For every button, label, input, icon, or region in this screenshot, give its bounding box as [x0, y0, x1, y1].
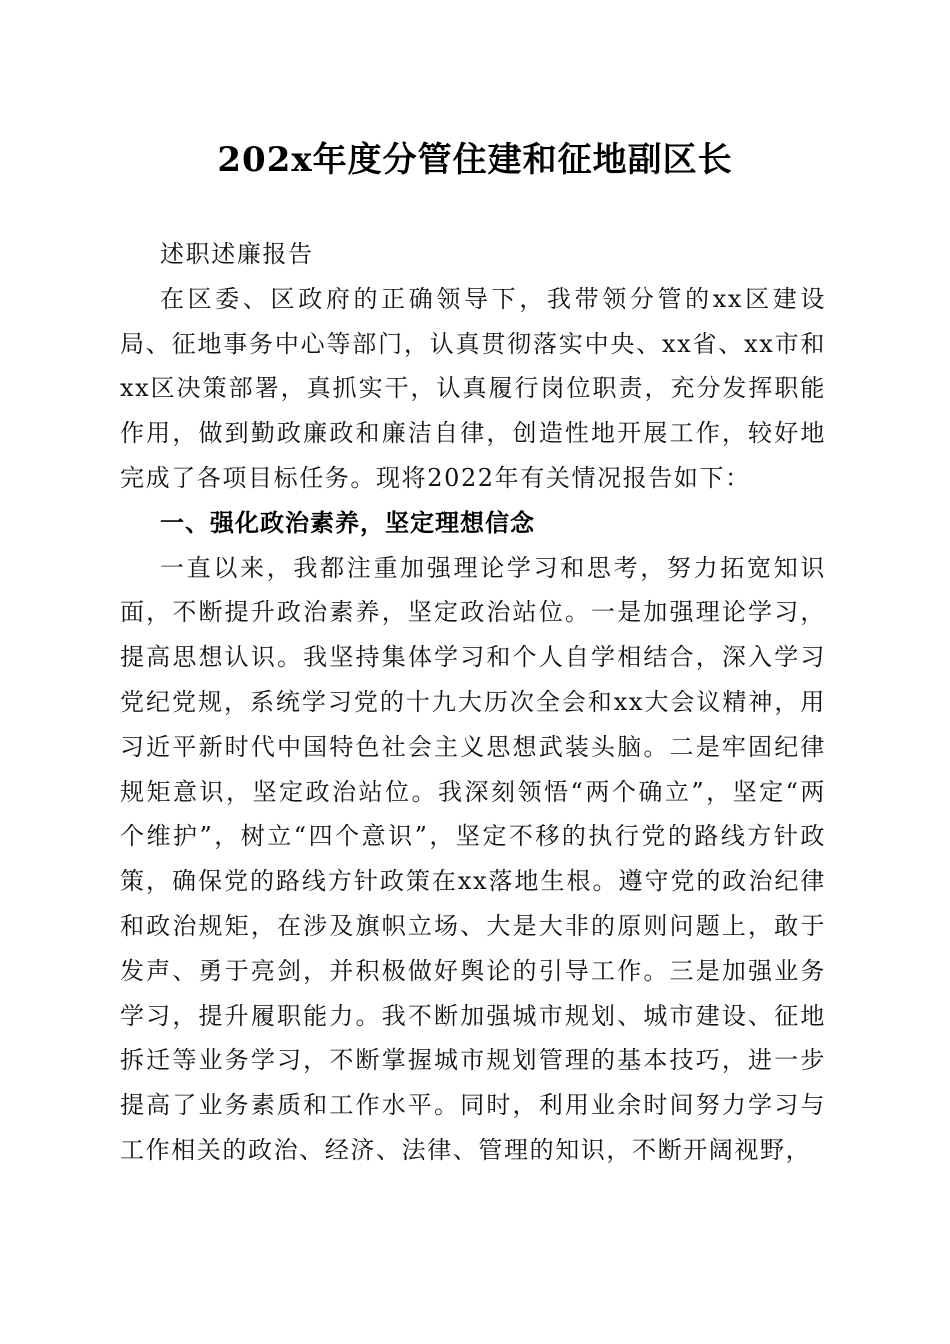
section-heading: 一、强化政治素养，坚定理想信念	[160, 508, 535, 537]
section-paragraph: 一直以来，我都注重加强理论学习和思考，努力拓宽知识面，不断提升政治素养，坚定政治站位。一是加强理论学习，提高思想认识。我坚持集体学习和个人自学相结合，深入学习党纪党规，系统学习党的十九大历次全会和xx大会议精神，用习近平新时代中国特色社会主义思想武装头脑。二是牢固纪律规矩意识，坚定政治站位。我深刻领悟“两个确立”，坚定“两个维护”，树立“四个意识”，坚定不移的执行党的路线方针政策，确保党的路线方针政策在xx落地生根。遵守党的政治纪律和政治规矩，在涉及旗帜立场、大是大非的原则问题上，敢于发声、勇于亮剑，并积极做好舆论的引导工作。三是加强业务学习，提升履职能力。我不断加强城市规划、城市建设、征地拆迁等业务学习，不断掌握城市规划管理的基本技巧，进一步提高了业务素质和工作水平。同时，利用业余时间努力学习与工作相关的政治、经济、法律、管理的知识，不断开阔视野，	[120, 553, 826, 1164]
report-subtitle: 述职述廉报告	[160, 240, 314, 268]
intro-paragraph: 在区委、区政府的正确领导下，我带领分管的xx区建设局、征地事务中心等部门，认真贯彻落实中央、xx省、xx市和xx区决策部署，真抓实干，认真履行岗位职责，充分发挥职能作用，做到勤政廉政和廉洁自律，创造性地开展工作，较好地完成了各项目标任务。现将2022年有关情况报告如下：	[120, 284, 826, 492]
document-title: 202x年度分管住建和征地副区长	[217, 140, 733, 180]
document-body	[120, 232, 826, 1173]
